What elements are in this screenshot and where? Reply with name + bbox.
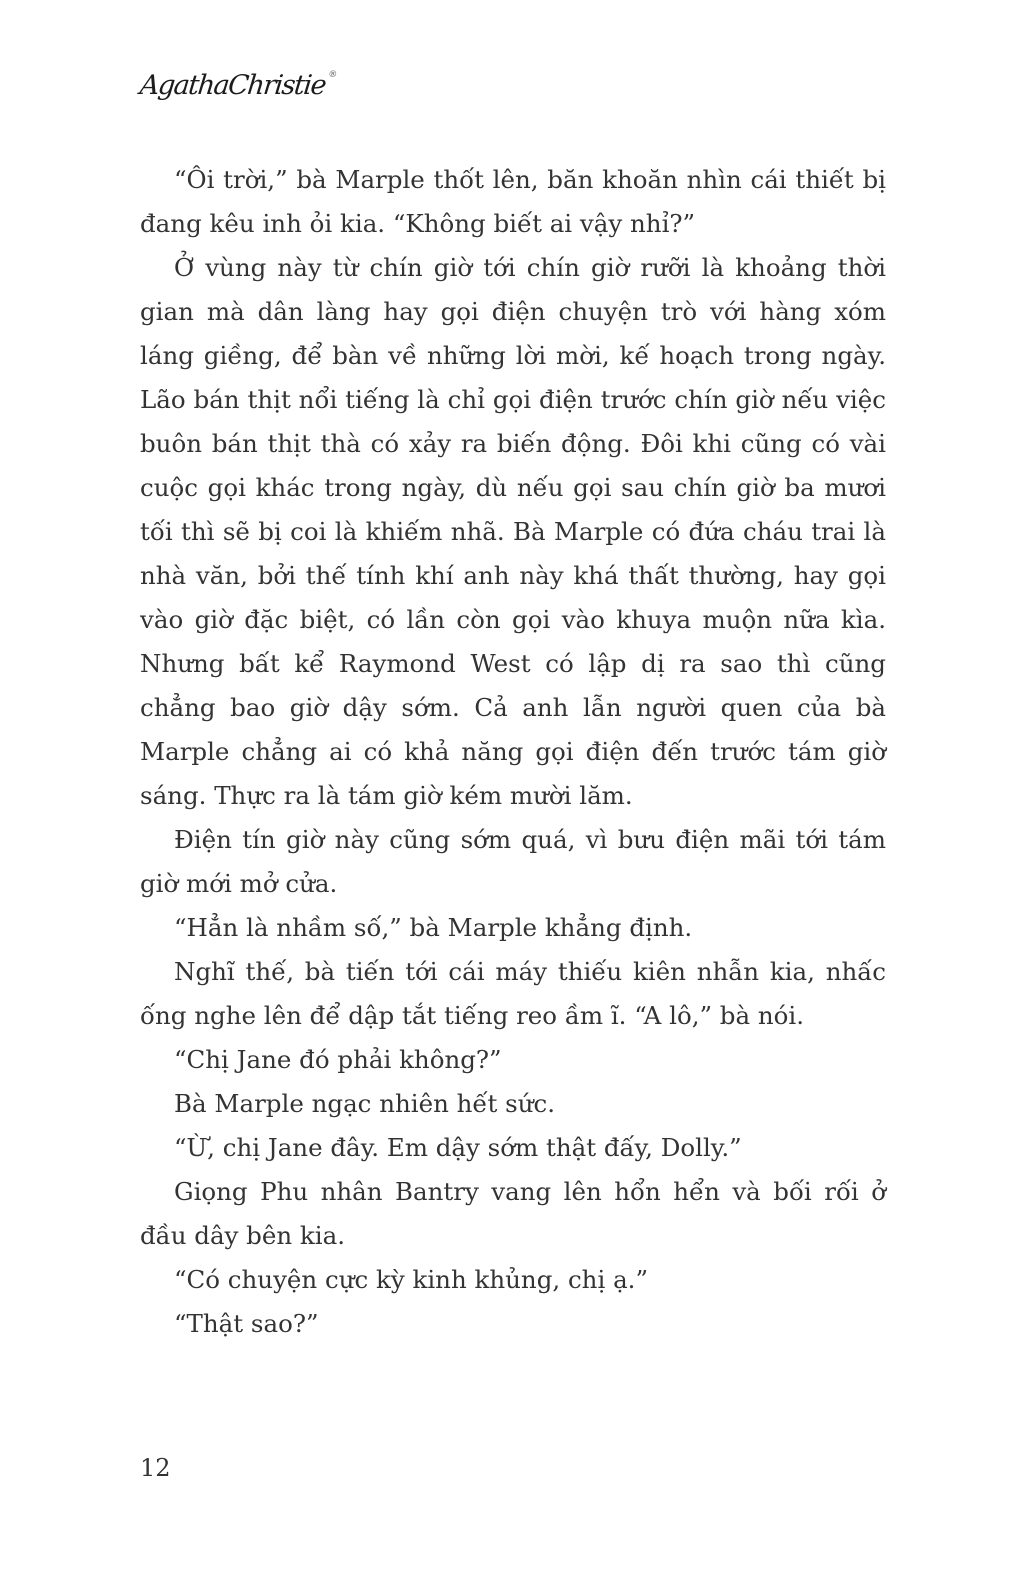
agatha-christie-signature-logo: AgathaChristie ® <box>138 70 337 101</box>
paragraph: Bà Marple ngạc nhiên hết sức. <box>174 1089 555 1118</box>
paragraph: Ở vùng này từ chín giờ tới chín giờ rưỡi là khoảng thời gian mà dân làng hay gọi điện chuyện trò với hàng xóm láng giềng, để bàn về những lời mời, kế hoạch trong ngày. Lão bán thịt nổi tiếng là chỉ gọi điện trước chín giờ nếu việc buôn bán thịt thà có xảy ra biến động. Đôi khi cũng có vài cuộc gọi khác trong ngày, dù nếu gọi sau chín giờ ba mươi tối thì sẽ bị coi là khiếm nhã. Bà Marple có đứa cháu trai là nhà văn, bởi thế tính khí anh này khá thất thường, hay gọi vào giờ đặc biệt, có lần còn gọi vào khuya muộn nữa kìa. Nhưng bất kể Raymond West có lập dị ra sao thì cũng chẳng bao giờ dậy sớm. Cả anh lẫn người quen của bà Marple chẳng ai có khả năng gọi điện đến trước tám giờ sáng. Thực ra là tám giờ kém mười lăm. <box>140 253 886 810</box>
paragraph: “Hẳn là nhầm số,” bà Marple khẳng định. <box>174 913 693 942</box>
paragraph: “Thật sao?” <box>174 1309 319 1338</box>
paragraph: “Ôi trời,” bà Marple thốt lên, băn khoăn nhìn cái thiết bị đang kêu inh ỏi kia. “Không biết ai vậy nhỉ?” <box>140 165 886 238</box>
paragraph: “Chị Jane đó phải không?” <box>174 1045 502 1074</box>
paragraph: “Có chuyện cực kỳ kinh khủng, chị ạ.” <box>174 1265 648 1294</box>
paragraph: Điện tín giờ này cũng sớm quá, vì bưu điện mãi tới tám giờ mới mở cửa. <box>140 825 886 898</box>
page-number: 12 <box>140 1454 171 1482</box>
paragraph: Giọng Phu nhân Bantry vang lên hổn hển và bối rối ở đầu dây bên kia. <box>140 1177 886 1250</box>
paragraph: “Ừ, chị Jane đây. Em dậy sớm thật đấy, Dolly.” <box>174 1133 742 1162</box>
paragraph: Nghĩ thế, bà tiến tới cái máy thiếu kiên nhẫn kia, nhấc ống nghe lên để dập tắt tiếng reo ầm ĩ. “A lô,” bà nói. <box>140 957 886 1030</box>
page-content <box>140 158 886 1346</box>
